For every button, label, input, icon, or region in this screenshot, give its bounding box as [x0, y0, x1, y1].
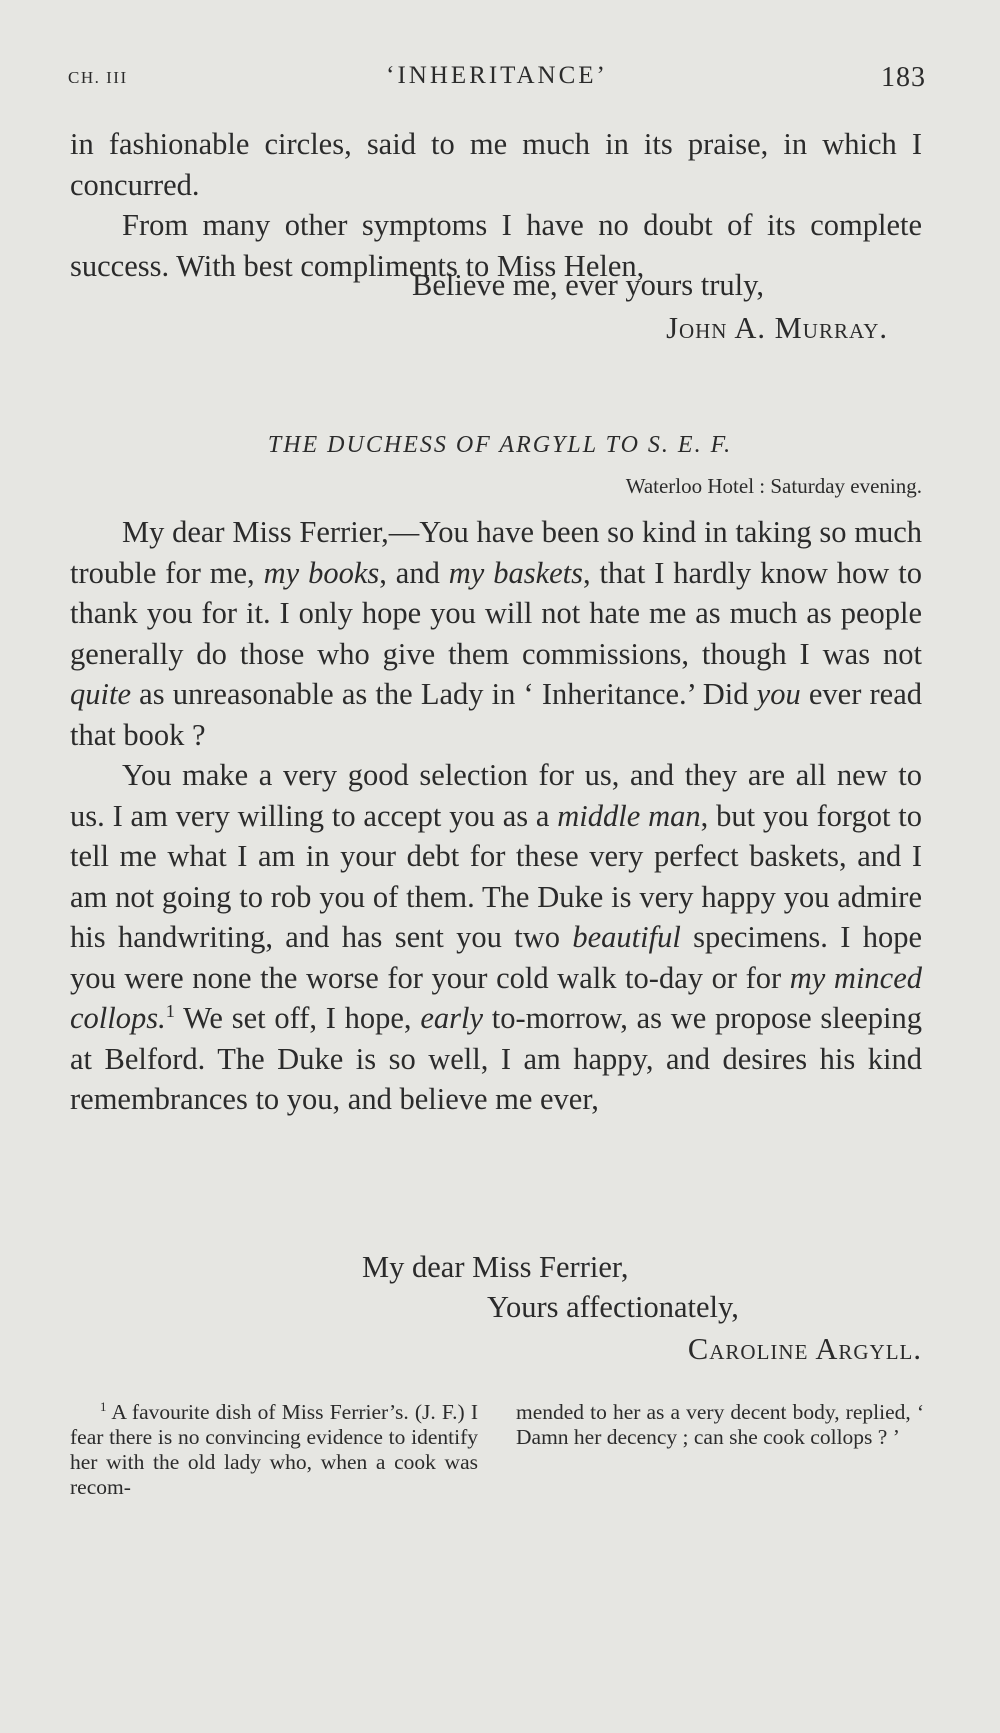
footnote-text — [70, 1400, 478, 1500]
footnote-left-text: A favourite dish of Miss Ferrier’s. (J. F.) I fear there is no convincing evidence to identify her with the old lady who, when a cook was recom- — [70, 1400, 478, 1499]
footnote-column-right — [516, 1400, 924, 1450]
letter-heading: THE DUCHESS OF ARGYLL TO S. E. F. — [267, 432, 733, 458]
signature-murray: John A. Murray. — [666, 311, 888, 345]
page-number: 183 — [881, 62, 926, 93]
text-run: You make a very good selection for us, and they are all new to us. I am very willing to accept you as a — [70, 758, 922, 833]
letter-closing: Believe me, ever yours truly, — [412, 268, 765, 302]
italic-run: my minced collops. — [70, 960, 922, 1035]
footnote-marker: 1 — [165, 1000, 175, 1021]
paragraph — [70, 755, 922, 1120]
letter-salutation-closing: My dear Miss Ferrier, — [362, 1250, 629, 1284]
paragraph — [70, 512, 922, 755]
letter-murray-body — [70, 124, 922, 286]
text-run: , but you forgot to tell me what I am in your debt for these very perfect baskets, and I am not going to rob you of them. The Duke is very happy you admire his handwriting, and has sent you two — [70, 798, 922, 954]
paragraph: From many other symptoms I have no doubt of its complete success. With best compliments to Miss Helen, — [70, 208, 922, 283]
italic-run: my baskets — [448, 555, 584, 590]
running-title: ‘INHERITANCE’ — [386, 62, 608, 89]
text-run: My dear Miss Ferrier,—You have been so kind in taking so much trouble for me, — [70, 515, 922, 590]
signature-argyll: Caroline Argyll. — [687, 1332, 922, 1366]
chapter-label: CH. III — [68, 68, 128, 87]
text-run: as unreasonable as the Lady in ‘ Inheritance.’ Did — [131, 677, 757, 711]
italic-run: beautiful — [572, 920, 681, 954]
footnote-number: 1 — [100, 1399, 107, 1414]
italic-run: middle man — [557, 798, 701, 833]
italic-run: quite — [70, 677, 131, 711]
text-run: specimens. I hope you were none the worse for your cold walk to-day or for — [70, 920, 922, 995]
footnote-column-left — [70, 1400, 478, 1500]
text-run: We set off, I hope, — [174, 1001, 421, 1035]
letter-closing: Yours affectionately, — [487, 1290, 739, 1324]
footnote-text: mended to her as a very decent body, replied, ‘ Damn her decency ; can she cook collops ? ’ — [516, 1400, 924, 1449]
text-run: ever read that book ? — [70, 677, 923, 752]
letter-argyll-body — [70, 512, 922, 1120]
italic-run: my books — [263, 555, 380, 590]
italic-run: you — [756, 677, 801, 711]
paragraph: in fashionable circles, said to me much in its praise, in which I concurred. — [70, 127, 922, 202]
running-head — [68, 62, 926, 98]
letter-dateline: Waterloo Hotel : Saturday evening. — [625, 474, 922, 498]
italic-run: early — [420, 1001, 483, 1035]
text-run: , and — [379, 555, 449, 590]
text-run: , that I hardly know how to thank you for it. I only hope you will not hate me as much as people generally do those who give them commissions, though I was not — [70, 555, 922, 671]
text-run: to-morrow, as we propose sleeping at Belford. The Duke is so well, I am happy, and desires his kind remembrances to you, and believe me ever, — [70, 1001, 923, 1116]
